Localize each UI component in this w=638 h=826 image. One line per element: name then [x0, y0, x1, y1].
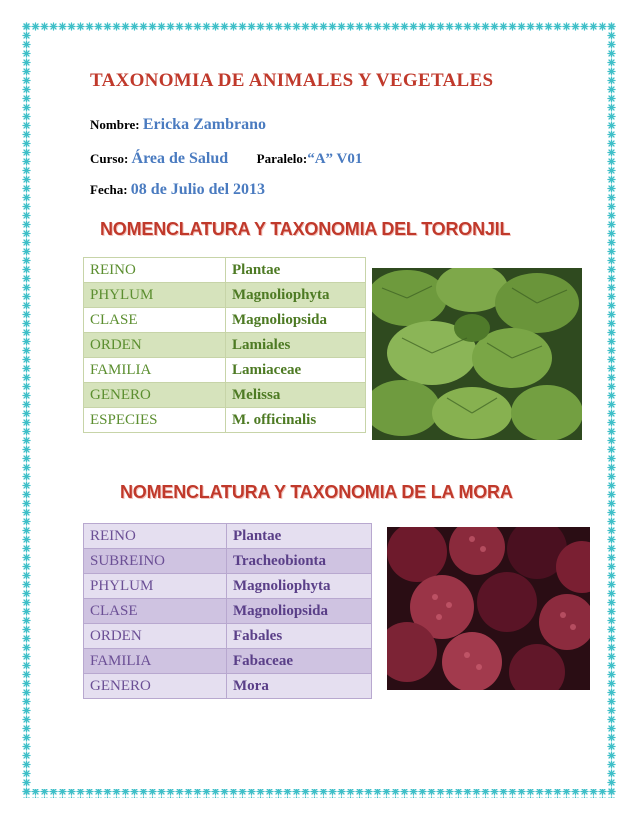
rank-cell: CLASE: [84, 599, 227, 624]
taxon-cell: Plantae: [227, 524, 372, 549]
taxon-cell: Fabaceae: [227, 649, 372, 674]
table-row: [84, 358, 366, 383]
table-row: [84, 408, 366, 433]
parallel-value: “A” V01: [307, 151, 363, 167]
table-row: [84, 549, 372, 574]
rank-cell: FAMILIA: [84, 649, 227, 674]
taxon-cell: Melissa: [226, 383, 366, 408]
table-row: [84, 524, 372, 549]
table-row: [84, 383, 366, 408]
date-value: 08 de Julio del 2013: [130, 181, 266, 198]
table-row: [84, 283, 366, 308]
rank-cell: CLASE: [84, 308, 226, 333]
taxon-cell: Magnoliopsida: [226, 308, 366, 333]
table-row: [84, 599, 372, 624]
name-label: Nombre:: [90, 117, 140, 132]
rank-cell: GENERO: [84, 383, 226, 408]
taxon-cell: Magnoliophyta: [227, 574, 372, 599]
rank-cell: ESPECIES: [84, 408, 226, 433]
name-value: Ericka Zambrano: [142, 116, 266, 133]
table-row: [84, 333, 366, 358]
rank-cell: FAMILIA: [84, 358, 226, 383]
lemon-balm-leaves-photo: [372, 268, 582, 440]
date-label: Fecha:: [90, 182, 128, 197]
course-value: Área de Salud: [131, 150, 229, 167]
table-row: [84, 624, 372, 649]
rank-cell: ORDEN: [84, 624, 227, 649]
taxon-cell: Fabales: [227, 624, 372, 649]
table-row: [84, 308, 366, 333]
parallel-label: Paralelo:: [256, 151, 308, 166]
course-label: Curso:: [90, 151, 129, 166]
name-line: [90, 116, 266, 134]
taxon-cell: Lamiales: [226, 333, 366, 358]
table-row: [84, 574, 372, 599]
course-line: [90, 150, 362, 168]
mora-taxonomy-table: [83, 523, 372, 699]
taxon-cell: Lamiaceae: [226, 358, 366, 383]
blackberries-photo: [387, 527, 590, 690]
rank-cell: PHYLUM: [84, 283, 226, 308]
table-row: [84, 674, 372, 699]
taxon-cell: Tracheobionta: [227, 549, 372, 574]
taxon-cell: Mora: [227, 674, 372, 699]
rank-cell: SUBREINO: [84, 549, 227, 574]
mora-heading: NOMENCLATURA Y TAXONOMIA DE LA MORA: [120, 482, 513, 502]
taxon-cell: Magnoliophyta: [226, 283, 366, 308]
rank-cell: REINO: [84, 258, 226, 283]
taxon-cell: M. officinalis: [226, 408, 366, 433]
date-line: [90, 181, 265, 199]
toronjil-heading: NOMENCLATURA Y TAXONOMIA DEL TORONJIL: [100, 219, 511, 239]
table-row: [84, 649, 372, 674]
taxon-cell: Plantae: [226, 258, 366, 283]
rank-cell: PHYLUM: [84, 574, 227, 599]
toronjil-taxonomy-table: [83, 257, 366, 433]
taxon-cell: Magnoliopsida: [227, 599, 372, 624]
rank-cell: REINO: [84, 524, 227, 549]
rank-cell: ORDEN: [84, 333, 226, 358]
rank-cell: GENERO: [84, 674, 227, 699]
table-row: [84, 258, 366, 283]
document-title: TAXONOMIA DE ANIMALES Y VEGETALES: [90, 70, 494, 91]
